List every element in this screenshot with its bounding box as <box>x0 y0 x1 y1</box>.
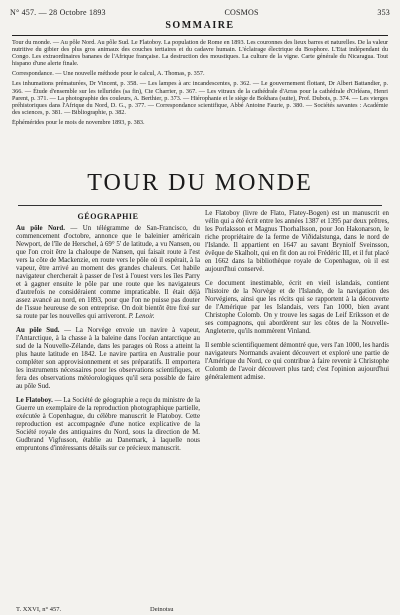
article-body: — Un télégramme de San-Francisco, du commencement d'octobre, annonce que le baleinier américain Newport, de l'île de Herschel, à 69° 5' de latitude, a vu Nansen, ou que l'on croit être la chaloupe de Nansen, qui faisait route à l'est vers la côte de Mackenzie, en route vers le pôle où il espérait, à la vapeur, être arrivé au moment des grandes chaleurs. Cet habile navigateur chercherait à passer de l'est à l'ouest vers les îles Parry et à gagner ensuite le pôle par une route que les navigateurs d'autrefois ne considéraient comme impraticable. Il était déjà assez avancé au nord, en 1893, pour que l'on ne puisse pas douter de l'issue heureuse de son entreprise. On doit bientôt être fixé sur sa route par les nouvelles qui arriveront. <box>16 225 200 320</box>
article-body: Il semble scientifiquement démontré que, vers l'an 1000, les hardis navigateurs Normands avaient découvert et exploré une partie de l'Amérique du Nord, ce qui contribue à faire revenir à Christophe Colomb de l'avoir découvert plus tard; c'est l'opinion aujourd'hui généralement admise. <box>205 342 389 381</box>
summary-divider <box>12 35 388 36</box>
left-column <box>16 210 200 605</box>
article <box>205 280 389 336</box>
right-column <box>205 210 389 605</box>
article <box>205 342 389 382</box>
page-number: 353 <box>377 7 390 17</box>
article-heading: Au pôle Sud. <box>16 327 60 334</box>
summary-paragraph: Les inhumations prématurées, Dr Vincent, p. 358. — Les lampes à arc incandescentes, p. 362. — Le gouvernement flottant, Dr Albert Battandier, p. 366. — Étude d'ensemble sur les tellurides (sa fin), Cte Charrier, p. 367. — Les vitraux de la cathédrale d'Arras pour la cathédrale d'Orléans, Henri Parent, p. 371. — La photographie des couleurs, A. Berthier, p. 373. — Hiérophanie et le siège de Bokhara (suite), Prof. Dubois, p. 374. — Les vierges préhistoriques dans l'Afrique du Nord, D. G., p. 377. — Correspondance scientifique, Abbé Antoine Faurie, p. 380. — Sociétés savantes : Académie des sciences, p. 381. — Bibliographie, p. 382. <box>12 80 388 116</box>
volume-footer: T. XXVI, n° 457. <box>16 606 62 613</box>
article-heading: Au pôle Nord. <box>16 225 65 232</box>
section-title: GÉOGRAPHIE <box>77 212 139 221</box>
article <box>16 397 200 453</box>
summary-title: SOMMAIRE <box>165 20 235 31</box>
summary-section <box>12 20 388 165</box>
article-heading: Le Flatoboy. <box>16 397 53 404</box>
article <box>16 327 200 391</box>
article-body: — La Société de géographie a reçu du ministre de la Guerre un exemplaire de la reproduction photographique partielle, exécutée à Copenhague, du célèbre manuscrit le Flatoboy. Cette reproduction est accompagnée d'une notice explicative de la Société royale des antiquaires du Nord, sous la direction de M. Gudbrand Vigfusson, établie au Danemark, à laquelle nous empruntons d'intéressants détails sur ce précieux manuscrit. <box>16 397 200 452</box>
title-divider <box>18 205 382 206</box>
article <box>16 225 200 321</box>
page-header <box>10 6 390 18</box>
issue-number: N° 457. — 28 Octobre 1893 <box>10 7 106 17</box>
summary-paragraph: Correspondance. — Une nouvelle méthode pour le calcul, A. Thomas, p. 357. <box>12 70 205 78</box>
article-author: P. Lenoir. <box>128 313 155 320</box>
main-title: TOUR DU MONDE <box>87 170 313 196</box>
article-body: Ce document inestimable, écrit en vieil islandais, contient l'histoire de la Norvège et de l'Islande, de la navigation des Norvégiens, ainsi que les récits qui se rapportent à la découverte de l'Amérique par les Islandais, vers l'an 1000, bien avant Christophe Colomb. On y trouve les sagas de Leif Eriksson et de ses compagnons, qui abordèrent sur les côtes de la Nouvelle-Angleterre, qu'ils nommèrent Vinland. <box>205 280 389 335</box>
summary-paragraph: Éphémérides pour le mois de novembre 1893, p. 383. <box>12 118 145 126</box>
article-body: — La Norvège envoie un navire à vapeur, l'Antarctique, à la chasse à la baleine dans l'océan antarctique au sud de la Nouvelle-Zélande, dans les parages où Ross a atteint la plus haute latitude en 1842. Le navire partira en Australie pour compléter son approvisionnement et ses préparatifs. Il emportera les instruments nécessaires pour les observations scientifiques, et fera des observations météorologiques qu'il sera possible de faire au pôle Sud. <box>16 327 200 390</box>
printer-signature: Deinotsu <box>150 606 174 613</box>
article-body: Le Flatoboy (livre de Flato, Flatey-Bogen) est un manuscrit en vélin qui a été écrit entre les années 1387 et 1395 par deux prêtres, les Porlaksson et Magnus Thorhallsson, pour Jon Hakonarson, le riche propriétaire de la ferme de Viðidalstunga, dans le nord de l'Islande. Il appartient en 1647 au savant Bryniolf Sveinsson, évêque de Skalholt, qui en fit don au roi Frédéric III, et il fut placé en 1662 dans la bibliothèque royale de Copenhague, où il est aujourd'hui conservé. <box>205 210 389 273</box>
article <box>205 210 389 274</box>
journal-name: COSMOS <box>224 7 259 17</box>
summary-paragraph: Tour du monde. — Au pôle Nord. Au pôle Sud. Le Flatoboy. La population de Rome en 1893. Les couronnes des lieux barres et naturelles. De la valeur nutritive du gibier des plus gros animaux des couches tertiaires et du cadavre humain. L'éclairage électrique du Bosphore. L'Etat indépendant du Congo. Les extraordinaires bananes de l'Afrique française. La destruction des moustiques. La culture de la vigne. Carte générale du Nicaragua. Tout hispano d'une alerte finale. <box>12 39 388 68</box>
